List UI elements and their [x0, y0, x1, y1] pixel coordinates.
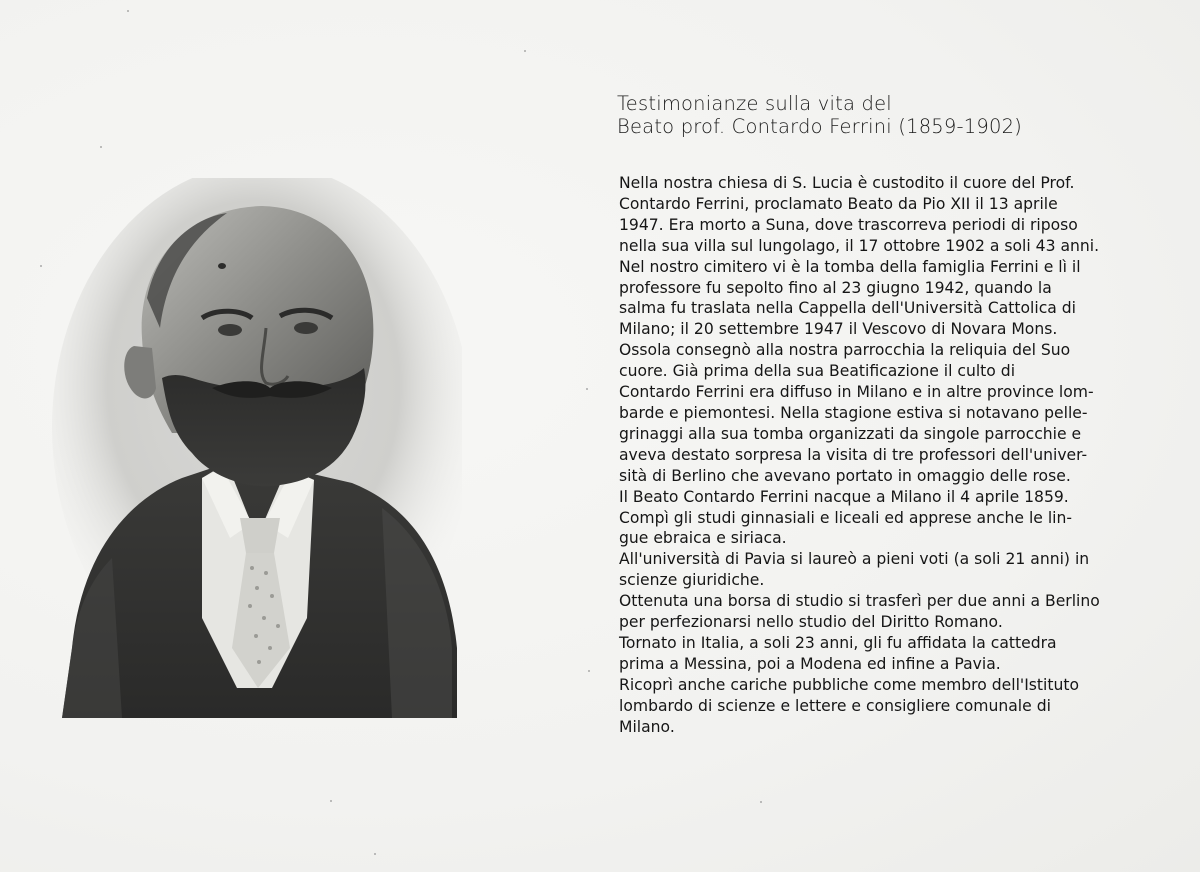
body-line: Compì gli studi ginnasiali e liceali ed apprese anche le lin- — [619, 508, 1073, 527]
body-line: Tornato in Italia, a soli 23 anni, gli fu affidata la cattedra — [619, 633, 1057, 652]
body-line: Nella nostra chiesa di S. Lucia è custodito il cuore del Prof. — [619, 174, 1075, 192]
body-line: Il Beato Contardo Ferrini nacque a Milano il 4 aprile 1859. — [619, 487, 1069, 506]
title-line: Beato prof. Contardo Ferrini (1859-1902) — [617, 115, 1022, 138]
paper-speck — [524, 50, 526, 52]
paper-speck — [760, 801, 762, 803]
body-line: Ottenuta una borsa di studio si trasferì per due anni a Berlino — [619, 592, 1100, 611]
paper-speck — [100, 146, 102, 148]
body-line: cuore. Già prima della sua Beatificazione il culto di — [619, 362, 1016, 381]
body-line: Ricoprì anche cariche pubbliche come membro dell'Istituto — [619, 675, 1080, 694]
body-line: salma fu traslata nella Cappella dell'Università Cattolica di — [619, 299, 1077, 318]
paper-speck — [588, 670, 590, 672]
body-line: grinaggi alla sua tomba organizzati da singole parrocchie e — [619, 424, 1082, 443]
body-line: lombardo di scienze e lettere e consigliere comunale di — [619, 696, 1051, 715]
body-line: professore fu sepolto fino al 23 giugno 1942, quando la — [619, 278, 1052, 297]
body-line: Ossola consegnò alla nostra parrocchia la reliquia del Suo — [619, 341, 1071, 360]
portrait-engraving — [52, 178, 462, 718]
body-line: barde e piemontesi. Nella stagione estiva si notavano pelle- — [619, 403, 1088, 422]
body-line: Milano. — [619, 717, 675, 736]
body-line: All'università di Pavia si laureò a pieni voti (a soli 21 anni) in — [619, 550, 1090, 569]
paper-speck — [127, 10, 129, 12]
body-line: gue ebraica e siriaca. — [619, 529, 787, 548]
paper-speck — [330, 800, 332, 802]
body-line: Milano; il 20 settembre 1947 il Vescovo di Novara Mons. — [619, 320, 1058, 339]
body-line: prima a Messina, poi a Modena ed infine a Pavia. — [619, 654, 1001, 673]
body-line: scienze giuridiche. — [619, 571, 765, 590]
body-line: sità di Berlino che avevano portato in omaggio delle rose. — [619, 466, 1071, 485]
body-line: nella sua villa sul lungolago, il 17 ottobre 1902 a soli 43 anni. — [619, 236, 1100, 255]
body-line: Contardo Ferrini, proclamato Beato da Pio XII il 13 aprile — [619, 194, 1058, 213]
body-line: per perfezionarsi nello studio del Diritto Romano. — [619, 613, 1003, 632]
document-title — [617, 92, 1137, 138]
body-line: Nel nostro cimitero vi è la tomba della famiglia Ferrini e lì il — [619, 257, 1081, 276]
paper-speck — [40, 265, 42, 267]
paper-speck — [374, 853, 376, 855]
paper-speck — [586, 388, 588, 390]
body-line: 1947. Era morto a Suna, dove trascorreva periodi di riposo — [619, 215, 1078, 234]
title-line: Testimonianze sulla vita del — [617, 92, 892, 115]
body-text — [619, 173, 1179, 737]
body-line: Contardo Ferrini era diffuso in Milano e in altre province lom- — [619, 383, 1094, 402]
body-line: aveva destato sorpresa la visita di tre professori dell'univer- — [619, 445, 1088, 464]
